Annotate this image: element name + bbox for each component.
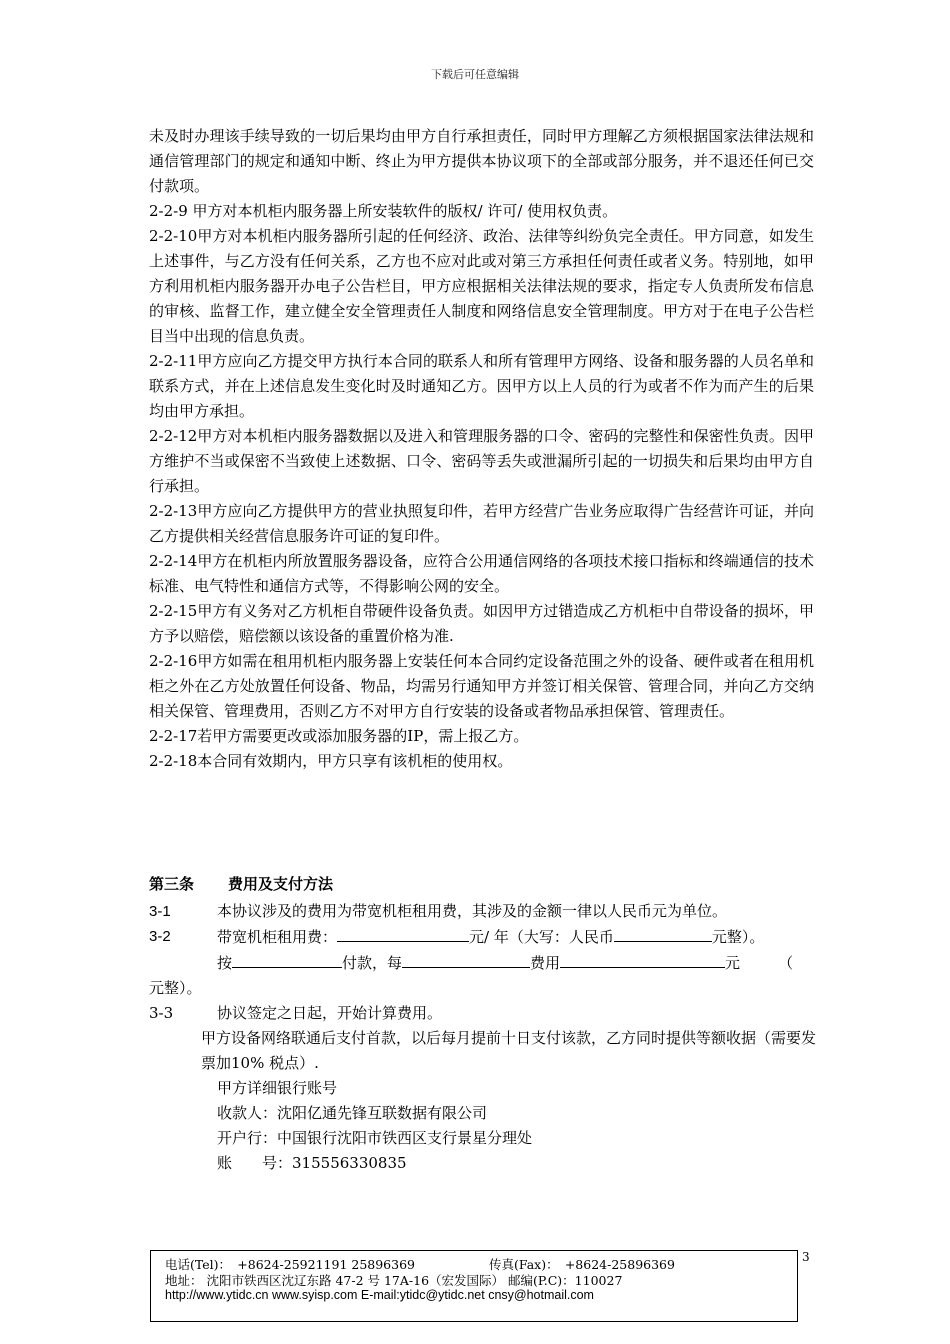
fee-label: 带宽机柜租用费： xyxy=(217,928,338,946)
footer-fax: 传真(Fax)： +8624-25896369 xyxy=(489,1257,675,1272)
period-blank[interactable] xyxy=(402,950,530,968)
clause-2-2-11: 2-2-11甲方应向乙方提交甲方执行本合同的联系人和所有管理甲方网络、设备和服务器的人员名单和联系方式，并在上述信息发生变化时及时通知乙方。因甲方以上人员的行为或者不作为而产生的后果均由甲方承担。 xyxy=(149,352,814,420)
section-number: 第三条 xyxy=(149,875,195,893)
fee-suffix: 元整）。 xyxy=(711,928,765,946)
fee-word: 费用 xyxy=(530,954,561,972)
bank-title: 甲方详细银行账号 xyxy=(217,1079,338,1097)
item-3-2-cont xyxy=(149,950,819,976)
yuan-word: 元 xyxy=(725,954,741,972)
item-3-2-end xyxy=(149,976,819,1001)
account-label: 账 号： xyxy=(217,1154,293,1172)
payment-method-blank[interactable] xyxy=(232,950,342,968)
clause-2-2-10: 2-2-10甲方对本机柜内服务器所引起的任何经济、政治、法律等纠纷负完全责任。甲方同意，如发生上述事件，与乙方没有任何关系，乙方也不应对此或对第三方承担任何责任或者义务。特别地，如甲方利用机柜内服务器开办电子公告栏目，甲方应根据相关法律法规的要求，指定专人负责所发布信息的审核、监督工作，建立健全安全管理责任人制度和网络信息安全管理制度。甲方对于在电子公告栏目当中出现的信息负责。 xyxy=(149,227,814,345)
item-text: 本协议涉及的费用为带宽机柜租用费，其涉及的金额一律以人民币元为单位。 xyxy=(217,902,728,920)
footer-phone: 电话(Tel)： +8624-25921191 25896369 xyxy=(165,1257,415,1272)
fee-unit: 元/ 年（大写：人民币 xyxy=(469,928,614,946)
clause-2-2-18: 2-2-18本合同有效期内，甲方只享有该机柜的使用权。 xyxy=(149,752,513,770)
payee: 收款人：沈阳亿通先锋互联数据有限公司 xyxy=(217,1104,488,1122)
item-3-3 xyxy=(149,1001,819,1026)
section-heading xyxy=(149,874,819,894)
paragraph: 未及时办理该手续导致的一切后果均由甲方自行承担责任，同时甲方理解乙方须根据国家法律法规和通信管理部门的规定和通知中断、终止为甲方提供本协议项下的全部或部分服务，并不退还任何已交付款项。 xyxy=(149,127,814,195)
account-number: 315556330835 xyxy=(292,1154,407,1172)
clause-2-2-9: 2-2-9 甲方对本机柜内服务器上所安装软件的版权/ 许可/ 使用权负责。 xyxy=(149,202,618,220)
payment-terms: 甲方设备网络联通后支付首款，以后每月提前十日支付该款，乙方同时提供等额收据（需要发票加10% 税点）. xyxy=(201,1029,817,1072)
period-fee-blank[interactable] xyxy=(560,950,725,968)
payment-line xyxy=(217,950,819,976)
page-number: 3 xyxy=(802,1250,810,1264)
item-3-1 xyxy=(149,899,819,924)
footer-contact-box xyxy=(150,1250,798,1322)
clause-2-2-14: 2-2-14甲方在机柜内所放置服务器设备，应符合公用通信网络的各项技术接口指标和终端通信的技术标准、电气特性和通信方式等，不得影响公网的安全。 xyxy=(149,552,814,595)
fee-words-blank[interactable] xyxy=(614,924,712,942)
section-title: 费用及支付方法 xyxy=(228,875,334,893)
clause-2-2-13: 2-2-13甲方应向乙方提供甲方的营业执照复印件，若甲方经营广告业务应取得广告经营许可证，并向乙方提供相关经营信息服务许可证的复印件。 xyxy=(149,502,814,545)
payment-each: 付款，每 xyxy=(342,954,403,972)
clause-2-2-17: 2-2-17若甲方需要更改或添加服务器的IP，需上报乙方。 xyxy=(149,727,529,745)
item-text xyxy=(217,924,819,950)
item-3-2 xyxy=(149,924,819,950)
contract-body xyxy=(149,124,814,774)
fee-words-suffix: 元整）。 xyxy=(149,979,202,997)
clause-2-2-15: 2-2-15甲方有义务对乙方机柜自带硬件设备负责。如因甲方过错造成乙方机柜中自带设备的损坏，甲方予以赔偿，赔偿额以该设备的重置价格为准. xyxy=(149,602,814,645)
footer-phone-fax xyxy=(165,1257,797,1273)
item-number: 3-2 xyxy=(149,928,171,945)
account-line xyxy=(149,1151,819,1176)
section-3 xyxy=(149,874,819,1176)
paren-open: （ xyxy=(778,954,794,972)
clause-2-2-16: 2-2-16甲方如需在租用机柜内服务器上安装任何本合同约定设备范围之外的设备、硬件或者在租用机柜之外在乙方处放置任何设备、物品，均需另行通知甲方并签订相关保管、管理合同，并向乙方交纳相关保管、管理费用，否则乙方不对甲方自行安装的设备或者物品承担保管、管理责任。 xyxy=(149,652,814,720)
item-text: 协议签定之日起，开始计算费用。 xyxy=(217,1004,443,1022)
item-number: 3-3 xyxy=(149,1004,174,1022)
footer-web-email[interactable]: http://www.ytidc.cn www.syisp.com E-mail:ytidc@ytidc.net cnsy@hotmail.com xyxy=(165,1288,594,1302)
footer-address: 地址： 沈阳市铁西区沈辽东路 47-2 号 17A-16（宏发国际） 邮编(P.C)：110027 xyxy=(165,1272,623,1288)
payment-by: 按 xyxy=(217,954,233,972)
clause-2-2-12: 2-2-12甲方对本机柜内服务器数据以及进入和管理服务器的口令、密码的完整性和保密性负责。因甲方维护不当或保密不当致使上述数据、口令、密码等丢失或泄漏所引起的一切损失和后果均由甲方自行承担。 xyxy=(149,427,814,495)
annual-fee-blank[interactable] xyxy=(337,924,469,942)
item-number: 3-1 xyxy=(149,903,171,920)
page-header: 下载后可任意编辑 xyxy=(431,68,519,81)
bank-name: 开户行：中国银行沈阳市铁西区支行景星分理处 xyxy=(217,1129,533,1147)
